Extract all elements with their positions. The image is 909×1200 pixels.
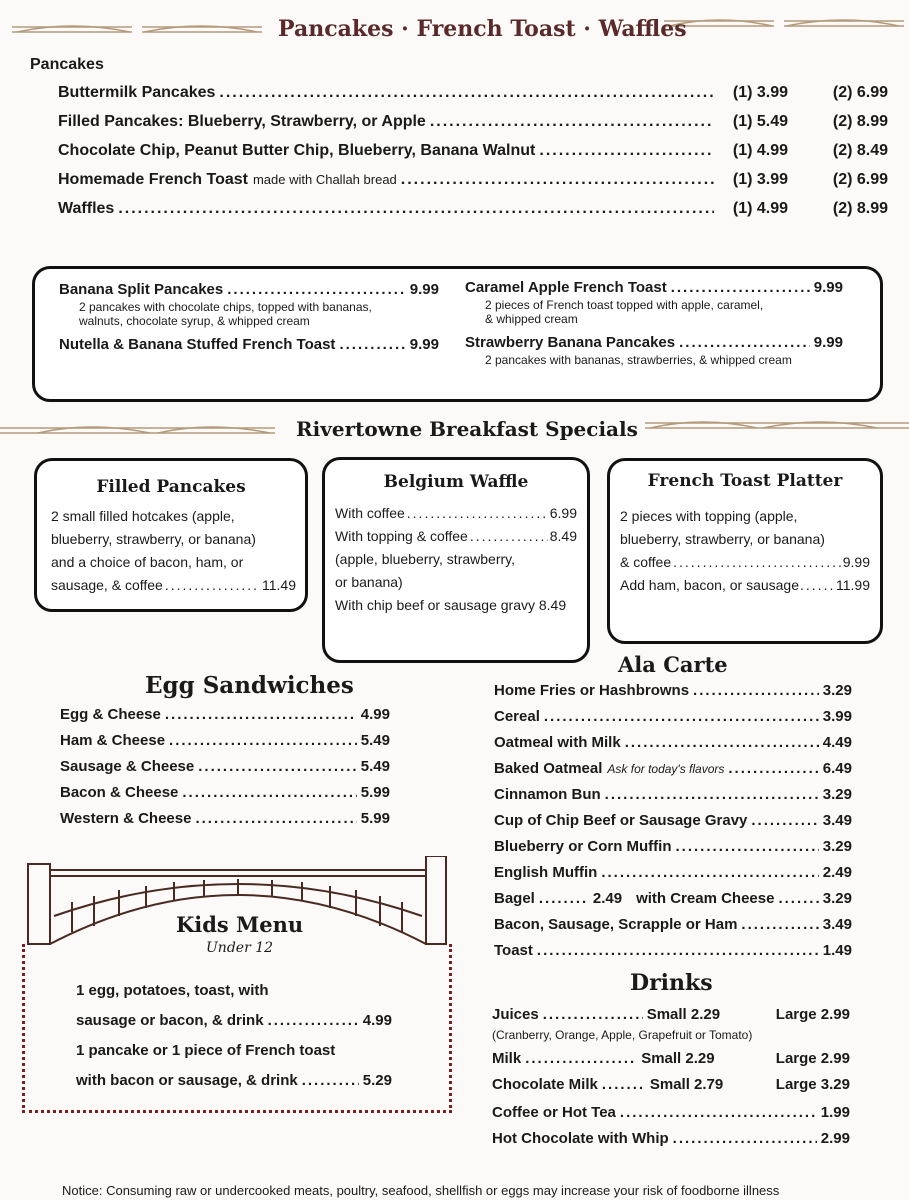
item-name: Hot Chocolate with Whip: [492, 1130, 669, 1147]
item-price: Large 2.99: [775, 1050, 850, 1067]
menu-item: [494, 916, 852, 942]
page-title: Pancakes · French Toast · Waffles: [278, 16, 687, 42]
price-two: (2) 8.49: [832, 142, 888, 159]
menu-item: [60, 706, 390, 732]
item-price: 2.49: [592, 890, 623, 907]
item-price: 4.99: [362, 1012, 392, 1029]
item-name: with Cream Cheese: [636, 890, 775, 907]
desc-line: 1 pancake or 1 piece of French toast: [76, 1042, 336, 1059]
desc-line: blueberry, strawberry, or banana): [620, 531, 825, 547]
item-desc: 2 pancakes with chocolate chips, topped with bananas,: [79, 300, 372, 314]
item-name: Bagel: [494, 890, 535, 907]
item-name: Oatmeal with Milk: [494, 734, 621, 751]
menu-item: [60, 810, 390, 836]
desc-line: With chip beef or sausage gravy 8.49: [335, 597, 567, 613]
price-one: (1) 3.99: [732, 171, 788, 188]
item-price: Small 2.29: [646, 1006, 721, 1023]
item-price: Small 2.29: [641, 1050, 715, 1067]
item-note: Ask for today's flavors: [607, 762, 725, 776]
menu-item: [58, 84, 888, 113]
menu-item: [494, 890, 852, 916]
section-label: Pancakes: [30, 56, 104, 73]
item-price: 9.99: [813, 334, 843, 351]
item-note: made with Challah bread: [252, 172, 397, 187]
item-name: Sausage & Cheese: [60, 758, 195, 775]
kids-list: [76, 976, 392, 1096]
bridge-ornament: [0, 423, 275, 439]
special-item: [59, 336, 439, 353]
item-name: Cereal: [494, 708, 540, 725]
section-title: Ala Carte: [618, 652, 728, 677]
item-name: Bacon & Cheese: [60, 784, 179, 801]
desc-line: & coffee: [620, 554, 672, 570]
price-two: (2) 6.99: [832, 84, 888, 101]
desc-line: sausage, & coffee: [51, 577, 163, 593]
drink-item: [492, 1006, 850, 1028]
item-price: 3.49: [822, 812, 852, 829]
item-name: Juices: [492, 1006, 539, 1023]
bridge-ornament: [645, 418, 909, 434]
menu-item: [58, 171, 888, 200]
box-title: Filled Pancakes: [96, 477, 246, 497]
menu-item: [494, 812, 852, 838]
desc-line: 2 pieces with topping (apple,: [620, 508, 798, 524]
item-price: Small 2.79: [649, 1076, 724, 1093]
item-name: English Muffin: [494, 864, 598, 881]
item-name: Chocolate Milk: [492, 1076, 598, 1093]
item-price: 11.99: [836, 577, 870, 593]
item-name: Ham & Cheese: [60, 732, 166, 749]
menu-item: [60, 732, 390, 758]
item-name: Chocolate Chip, Peanut Butter Chip, Blueberry, Banana Walnut: [58, 142, 536, 159]
item-price: 1.49: [822, 942, 852, 959]
menu-item: [58, 200, 888, 229]
item-name: Banana Split Pancakes: [59, 281, 224, 298]
item-price: Large 2.99: [775, 1006, 850, 1023]
alacarte-list: [494, 682, 852, 968]
item-price: 9.99: [409, 281, 439, 298]
item-price: 3.29: [822, 890, 852, 907]
bridge-ornament: [12, 22, 262, 38]
item-price: 5.49: [360, 758, 390, 775]
desc-line: With coffee: [335, 505, 405, 521]
item-price: 5.29: [362, 1072, 392, 1089]
menu-item: [60, 758, 390, 784]
item-name: Caramel Apple French Toast: [465, 279, 667, 296]
item-desc: 2 pieces of French toast topped with apple, caramel,: [485, 298, 764, 312]
drinks-list: [492, 1006, 850, 1156]
item-price: 6.49: [822, 760, 852, 777]
item-price: 3.49: [822, 916, 852, 933]
special-item: [465, 279, 843, 296]
price-one: (1) 3.99: [732, 84, 788, 101]
specials-left: [59, 281, 439, 353]
special-item: [465, 334, 843, 351]
specials-right: [465, 279, 843, 367]
foodborne-notice: Notice: Consuming raw or undercooked meats, poultry, seafood, shellfish or eggs may increase your risk of foodborne illness: [62, 1183, 780, 1198]
item-name: Waffles: [58, 200, 115, 217]
item-price: 5.99: [360, 810, 390, 827]
item-price: Large 3.29: [775, 1076, 850, 1093]
menu-item: [494, 760, 852, 786]
desc-line: or banana): [335, 574, 403, 590]
item-price: 8.49: [549, 528, 577, 544]
item-name: Blueberry or Corn Muffin: [494, 838, 672, 855]
pancakes-list: [58, 84, 888, 229]
item-price: 2.99: [820, 1130, 850, 1147]
item-name: Coffee or Hot Tea: [492, 1104, 616, 1121]
menu-item: [494, 734, 852, 760]
menu-item: [58, 142, 888, 171]
item-desc: (Cranberry, Orange, Apple, Grapefruit or Tomato): [492, 1028, 753, 1042]
desc-line: sausage or bacon, & drink: [76, 1012, 264, 1029]
item-price: 9.99: [409, 336, 439, 353]
item-name: Home Fries or Hashbrowns: [494, 682, 690, 699]
item-name: Milk: [492, 1050, 522, 1067]
item-name: Cinnamon Bun: [494, 786, 601, 803]
section-subtitle: Under 12: [206, 940, 274, 956]
item-price: 3.99: [822, 708, 852, 725]
desc-line: Add ham, bacon, or sausage: [620, 577, 800, 593]
item-name: Nutella & Banana Stuffed French Toast: [59, 336, 336, 353]
egg-list: [60, 706, 390, 836]
item-name: Strawberry Banana Pancakes: [465, 334, 676, 351]
item-price: 9.99: [842, 554, 870, 570]
section-title: Drinks: [630, 970, 713, 996]
special-item: [59, 281, 439, 298]
belgium-waffle-box: [322, 457, 590, 663]
item-price: 6.99: [549, 505, 577, 521]
menu-item: [494, 786, 852, 812]
desc-line: 1 egg, potatoes, toast, with: [76, 982, 269, 999]
price-one: (1) 5.49: [732, 113, 788, 130]
filled-pancakes-box: [34, 458, 308, 612]
desc-line: (apple, blueberry, strawberry,: [335, 551, 515, 567]
menu-item: [58, 113, 888, 142]
item-price: 11.49: [262, 577, 296, 593]
menu-item: [494, 838, 852, 864]
menu-item: [494, 942, 852, 968]
desc-line: blueberry, strawberry, or banana): [51, 531, 256, 547]
item-price: 4.99: [360, 706, 390, 723]
price-two: (2) 6.99: [832, 171, 888, 188]
item-price: 5.99: [360, 784, 390, 801]
item-name: Bacon, Sausage, Scrapple or Ham: [494, 916, 738, 933]
specials-box: [32, 266, 883, 402]
item-desc: & whipped cream: [485, 312, 578, 326]
section-title: Egg Sandwiches: [145, 672, 354, 699]
menu-item: [60, 784, 390, 810]
drink-item: [492, 1130, 850, 1156]
box-title: Belgium Waffle: [383, 472, 529, 492]
drink-item: [492, 1050, 850, 1076]
item-price: 2.49: [822, 864, 852, 881]
price-two: (2) 8.99: [832, 113, 888, 130]
price-one: (1) 4.99: [732, 142, 788, 159]
french-toast-platter-box: [607, 458, 883, 644]
item-desc: 2 pancakes with bananas, strawberries, & whipped cream: [485, 353, 792, 367]
item-price: 3.29: [822, 786, 852, 803]
item-name: Filled Pancakes: Blueberry, Strawberry, or Apple: [58, 113, 426, 130]
item-name: Egg & Cheese: [60, 706, 161, 723]
item-price: 5.49: [360, 732, 390, 749]
item-name: Buttermilk Pancakes: [58, 84, 216, 101]
item-name: Baked Oatmeal: [494, 760, 603, 777]
desc-line: and a choice of bacon, ham, or: [51, 554, 244, 570]
price-two: (2) 8.99: [832, 200, 888, 217]
drink-item: [492, 1076, 850, 1104]
section-title: Kids Menu: [176, 912, 304, 937]
desc-line: 2 small filled hotcakes (apple,: [51, 508, 235, 524]
item-name: Homemade French Toast: [58, 171, 248, 188]
bridge-ornament: [664, 16, 904, 32]
menu-item: [494, 682, 852, 708]
item-desc: walnuts, chocolate syrup, & whipped cream: [79, 314, 310, 328]
item-name: Cup of Chip Beef or Sausage Gravy: [494, 812, 748, 829]
desc-line: With topping & coffee: [335, 528, 468, 544]
menu-item: [494, 864, 852, 890]
item-price: 4.49: [822, 734, 852, 751]
desc-line: with bacon or sausage, & drink: [76, 1072, 298, 1089]
price-one: (1) 4.99: [732, 200, 788, 217]
item-price: 3.29: [822, 838, 852, 855]
section-title: Rivertowne Breakfast Specials: [296, 417, 638, 441]
item-name: Toast: [494, 942, 533, 959]
item-price: 3.29: [822, 682, 852, 699]
box-title: French Toast Platter: [647, 471, 843, 491]
menu-item: [494, 708, 852, 734]
item-name: Western & Cheese: [60, 810, 192, 827]
item-price: 9.99: [813, 279, 843, 296]
drink-item: [492, 1104, 850, 1130]
item-price: 1.99: [820, 1104, 850, 1121]
